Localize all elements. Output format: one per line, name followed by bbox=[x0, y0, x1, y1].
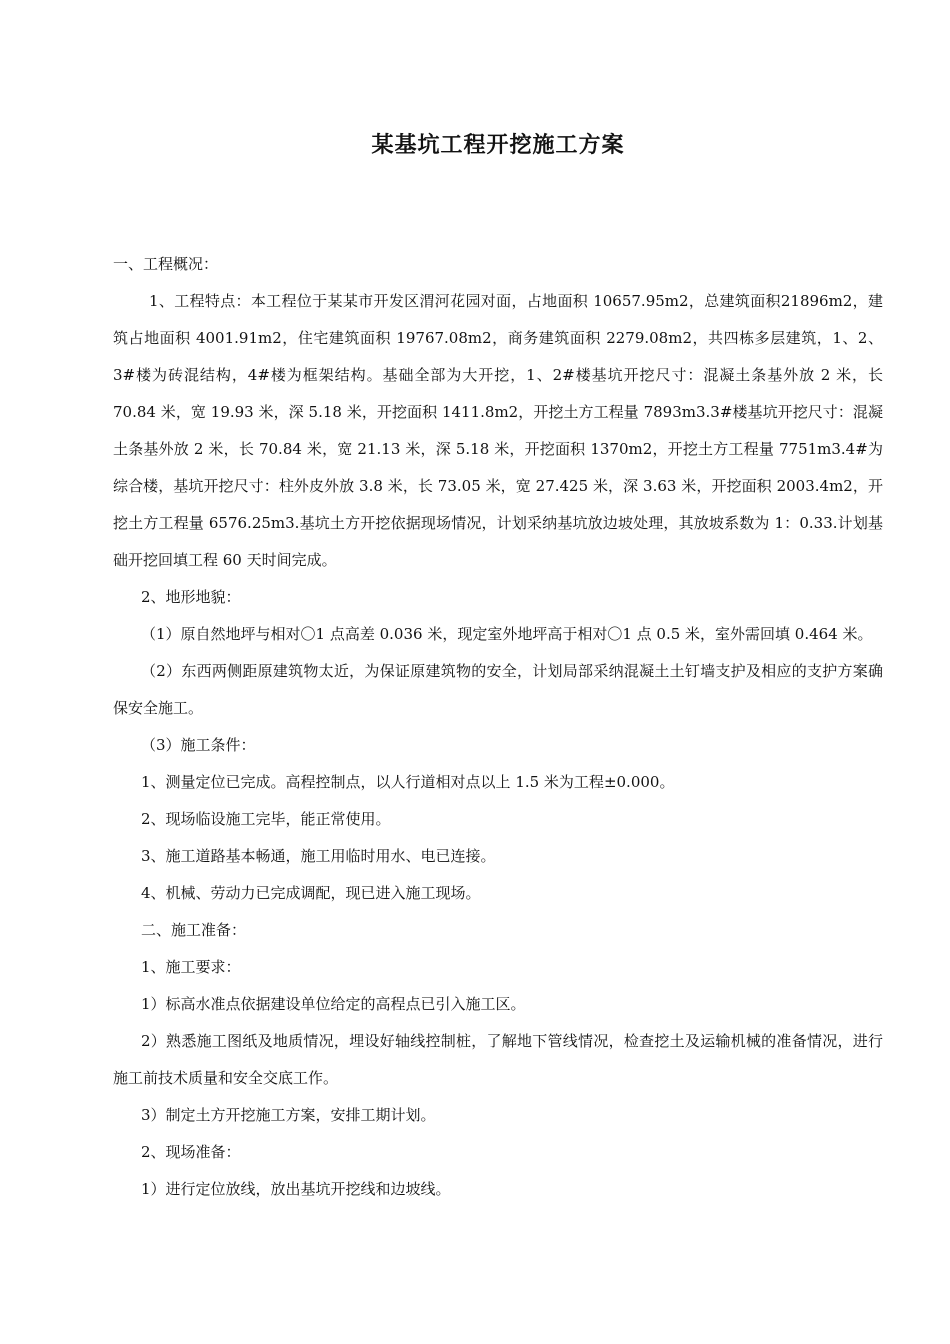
paragraph-terrain-1: （1）原自然地坪与相对〇1 点高差 0.036 米，现定室外地坪高于相对〇1 点 0.5 米，室外需回填 0.464 米。 bbox=[141, 625, 873, 643]
section-heading-overview: 一、工程概况： bbox=[113, 255, 219, 273]
subheading-requirements: 1、施工要求： bbox=[141, 958, 241, 976]
list-item-requirement-3: 3）制定土方开挖施工方案，安排工期计划。 bbox=[141, 1106, 436, 1124]
subheading-terrain: 2、地形地貌： bbox=[141, 588, 241, 606]
document-body bbox=[113, 246, 883, 1208]
list-item-condition-1: 1、测量定位已完成。高程控制点，以人行道相对点以上 1.5 米为工程±0.000。 bbox=[141, 773, 675, 791]
paragraph-terrain-2: （2）东西两侧距原建筑物太近，为保证原建筑物的安全，计划局部采纳混凝土土钉墙支护及相应的支护方案确保安全施工。 bbox=[113, 662, 883, 717]
list-item-condition-2: 2、现场临设施工完毕，能正常使用。 bbox=[141, 810, 391, 828]
list-item-requirement-2: 2）熟悉施工图纸及地质情况，埋设好轴线控制桩，了解地下管线情况，检查挖土及运输机械的准备情况，进行施工前技术质量和安全交底工作。 bbox=[113, 1032, 883, 1087]
list-item-condition-3: 3、施工道路基本畅通，施工用临时用水、电已连接。 bbox=[141, 847, 496, 865]
paragraph-project-features: 1、工程特点：本工程位于某某市开发区渭河花园对面，占地面积 10657.95m2，总建筑面积21896m2，建筑占地面积 4001.91m2，住宅建筑面积 19767.08m2，商务建筑面积 2279.08m2，共四栋多层建筑，1、2、3#楼为砖混结构，4#楼为框架结构。基础全部为大开挖，1、2#楼基坑开挖尺寸：混凝土条基外放 2 米，长 70.84 米，宽 19.93 米，深 5.18 米，开挖面积 1411.8m2，开挖土方工程量 7893m3.3#楼基坑开挖尺寸：混凝土条基外放 2 米，长 70.84 米，宽 21.13 米，深 5.18 米，开挖面积 1370m2，开挖土方工程量 7751m3.4#为综合楼，基坑开挖尺寸：柱外皮外放 3.8 米，长 73.05 米，宽 27.425 米，深 3.63 米，开挖面积 2003.4m2，开挖土方工程量 6576.25m3.基坑土方开挖依据现场情况，计划采纳基坑放边坡处理，其放坡系数为 1：0.33.计划基础开挖回填工程 60 天时间完成。 bbox=[113, 292, 883, 569]
subheading-conditions: （3）施工条件： bbox=[141, 736, 256, 754]
list-item-condition-4: 4、机械、劳动力已完成调配，现已进入施工现场。 bbox=[141, 884, 481, 902]
subheading-site-preparation: 2、现场准备： bbox=[141, 1143, 241, 1161]
list-item-site-1: 1）进行定位放线，放出基坑开挖线和边坡线。 bbox=[141, 1180, 451, 1198]
document-title: 某基坑工程开挖施工方案 bbox=[371, 133, 625, 158]
list-item-requirement-1: 1）标高水准点依据建设单位给定的高程点已引入施工区。 bbox=[141, 995, 526, 1013]
section-heading-preparation: 二、施工准备： bbox=[141, 921, 247, 939]
